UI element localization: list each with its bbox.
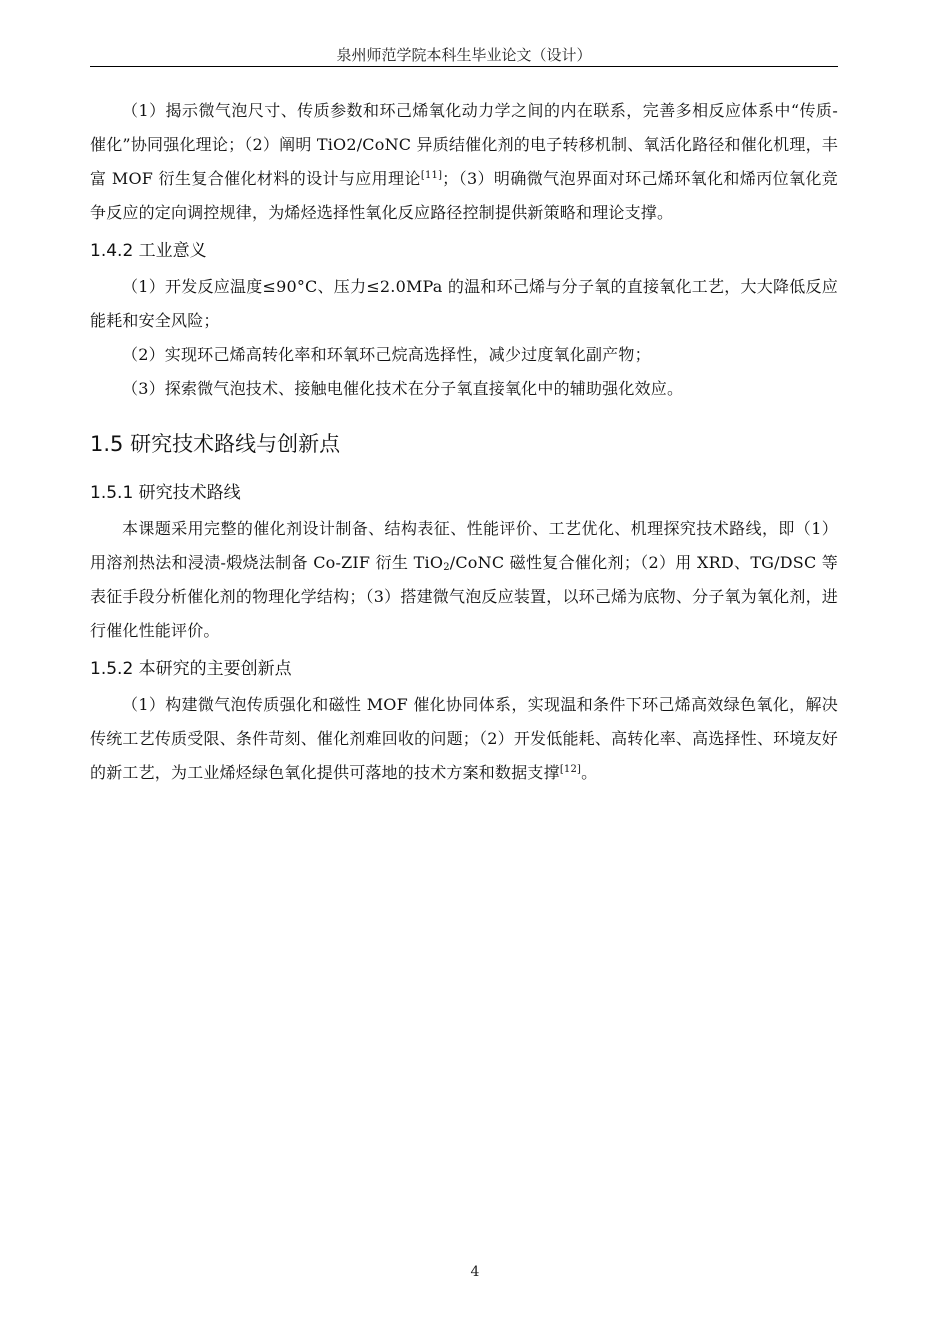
section-heading-1-5-1: 1.5.1 研究技术路线 xyxy=(90,483,241,503)
industrial-significance-item-1: （1）开发反应温度≤90°C、压力≤2.0MPa 的温和环己烯与分子氧的直接氧化工艺，大大降低反应能耗和安全风险； xyxy=(90,277,838,330)
theory-significance-paragraph xyxy=(90,94,838,230)
paragraph-text: /CoNC 磁性复合催化剂；（2）用 XRD、TG/DSC 等表征手段分析催化剂的物理化学结构；（3）搭建微气泡反应装置，以环己烯为底物、分子氧为氧化剂，进行催化性能评价。 xyxy=(90,553,838,640)
paragraph-text: （1）构建微气泡传质强化和磁性 MOF 催化协同体系，实现温和条件下环己烯高效绿色氧化，解决传统工艺传质受限、条件苛刻、催化剂难回收的问题；（2）开发低能耗、高转化率、高选择性、环境友好的新工艺，为工业烯烃绿色氧化提供可落地的技术方案和数据支撑 xyxy=(90,695,838,782)
page-number: 4 xyxy=(470,1264,480,1280)
citation-ref[interactable]: [11] xyxy=(420,170,443,181)
page-header: 泉州师范学院本科生毕业论文（设计） xyxy=(336,46,592,64)
industrial-significance-item-2: （2）实现环己烯高转化率和环氧环己烷高选择性，减少过度氧化副产物； xyxy=(122,345,651,364)
section-heading-1-5: 1.5 研究技术路线与创新点 xyxy=(90,432,341,456)
paragraph-text: （1）揭示微气泡尺寸、传质参数和环己烯氧化动力学之间的内在联系，完善多相反应体系中“传质-催化”协同强化理论；（2）阐明 TiO2/CoNC 异质结催化剂的电子转移机制、氧活化路径和催化机理，丰富 MOF 衍生复合催化材料的设计与应用理论 xyxy=(90,101,838,188)
section-heading-1-4-2: 1.4.2 工业意义 xyxy=(90,241,207,261)
citation-ref[interactable]: [12] xyxy=(559,764,582,775)
header-rule xyxy=(90,66,838,67)
paragraph-text: 。 xyxy=(581,763,598,782)
industrial-significance-item-3: （3）探索微气泡技术、接触电催化技术在分子氧直接氧化中的辅助强化效应。 xyxy=(122,379,684,398)
paragraph-text: ；（3）明确微气泡界面对环己烯环氧化和烯丙位氧化竞争反应的定向调控规律，为烯烃选择性氧化反应路径控制提供新策略和理论支撑。 xyxy=(90,169,838,222)
section-heading-1-5-2: 1.5.2 本研究的主要创新点 xyxy=(90,659,292,679)
technical-route-paragraph xyxy=(90,512,838,648)
subscript: 2 xyxy=(443,562,450,573)
page-content xyxy=(90,94,838,790)
paragraph-text: 本课题采用完整的催化剂设计制备、结构表征、性能评价、工艺优化、机理探究技术路线，即（1）用溶剂热法和浸渍-煅烧法制备 Co-ZIF 衍生 TiO xyxy=(90,519,838,572)
innovation-paragraph xyxy=(90,688,838,790)
